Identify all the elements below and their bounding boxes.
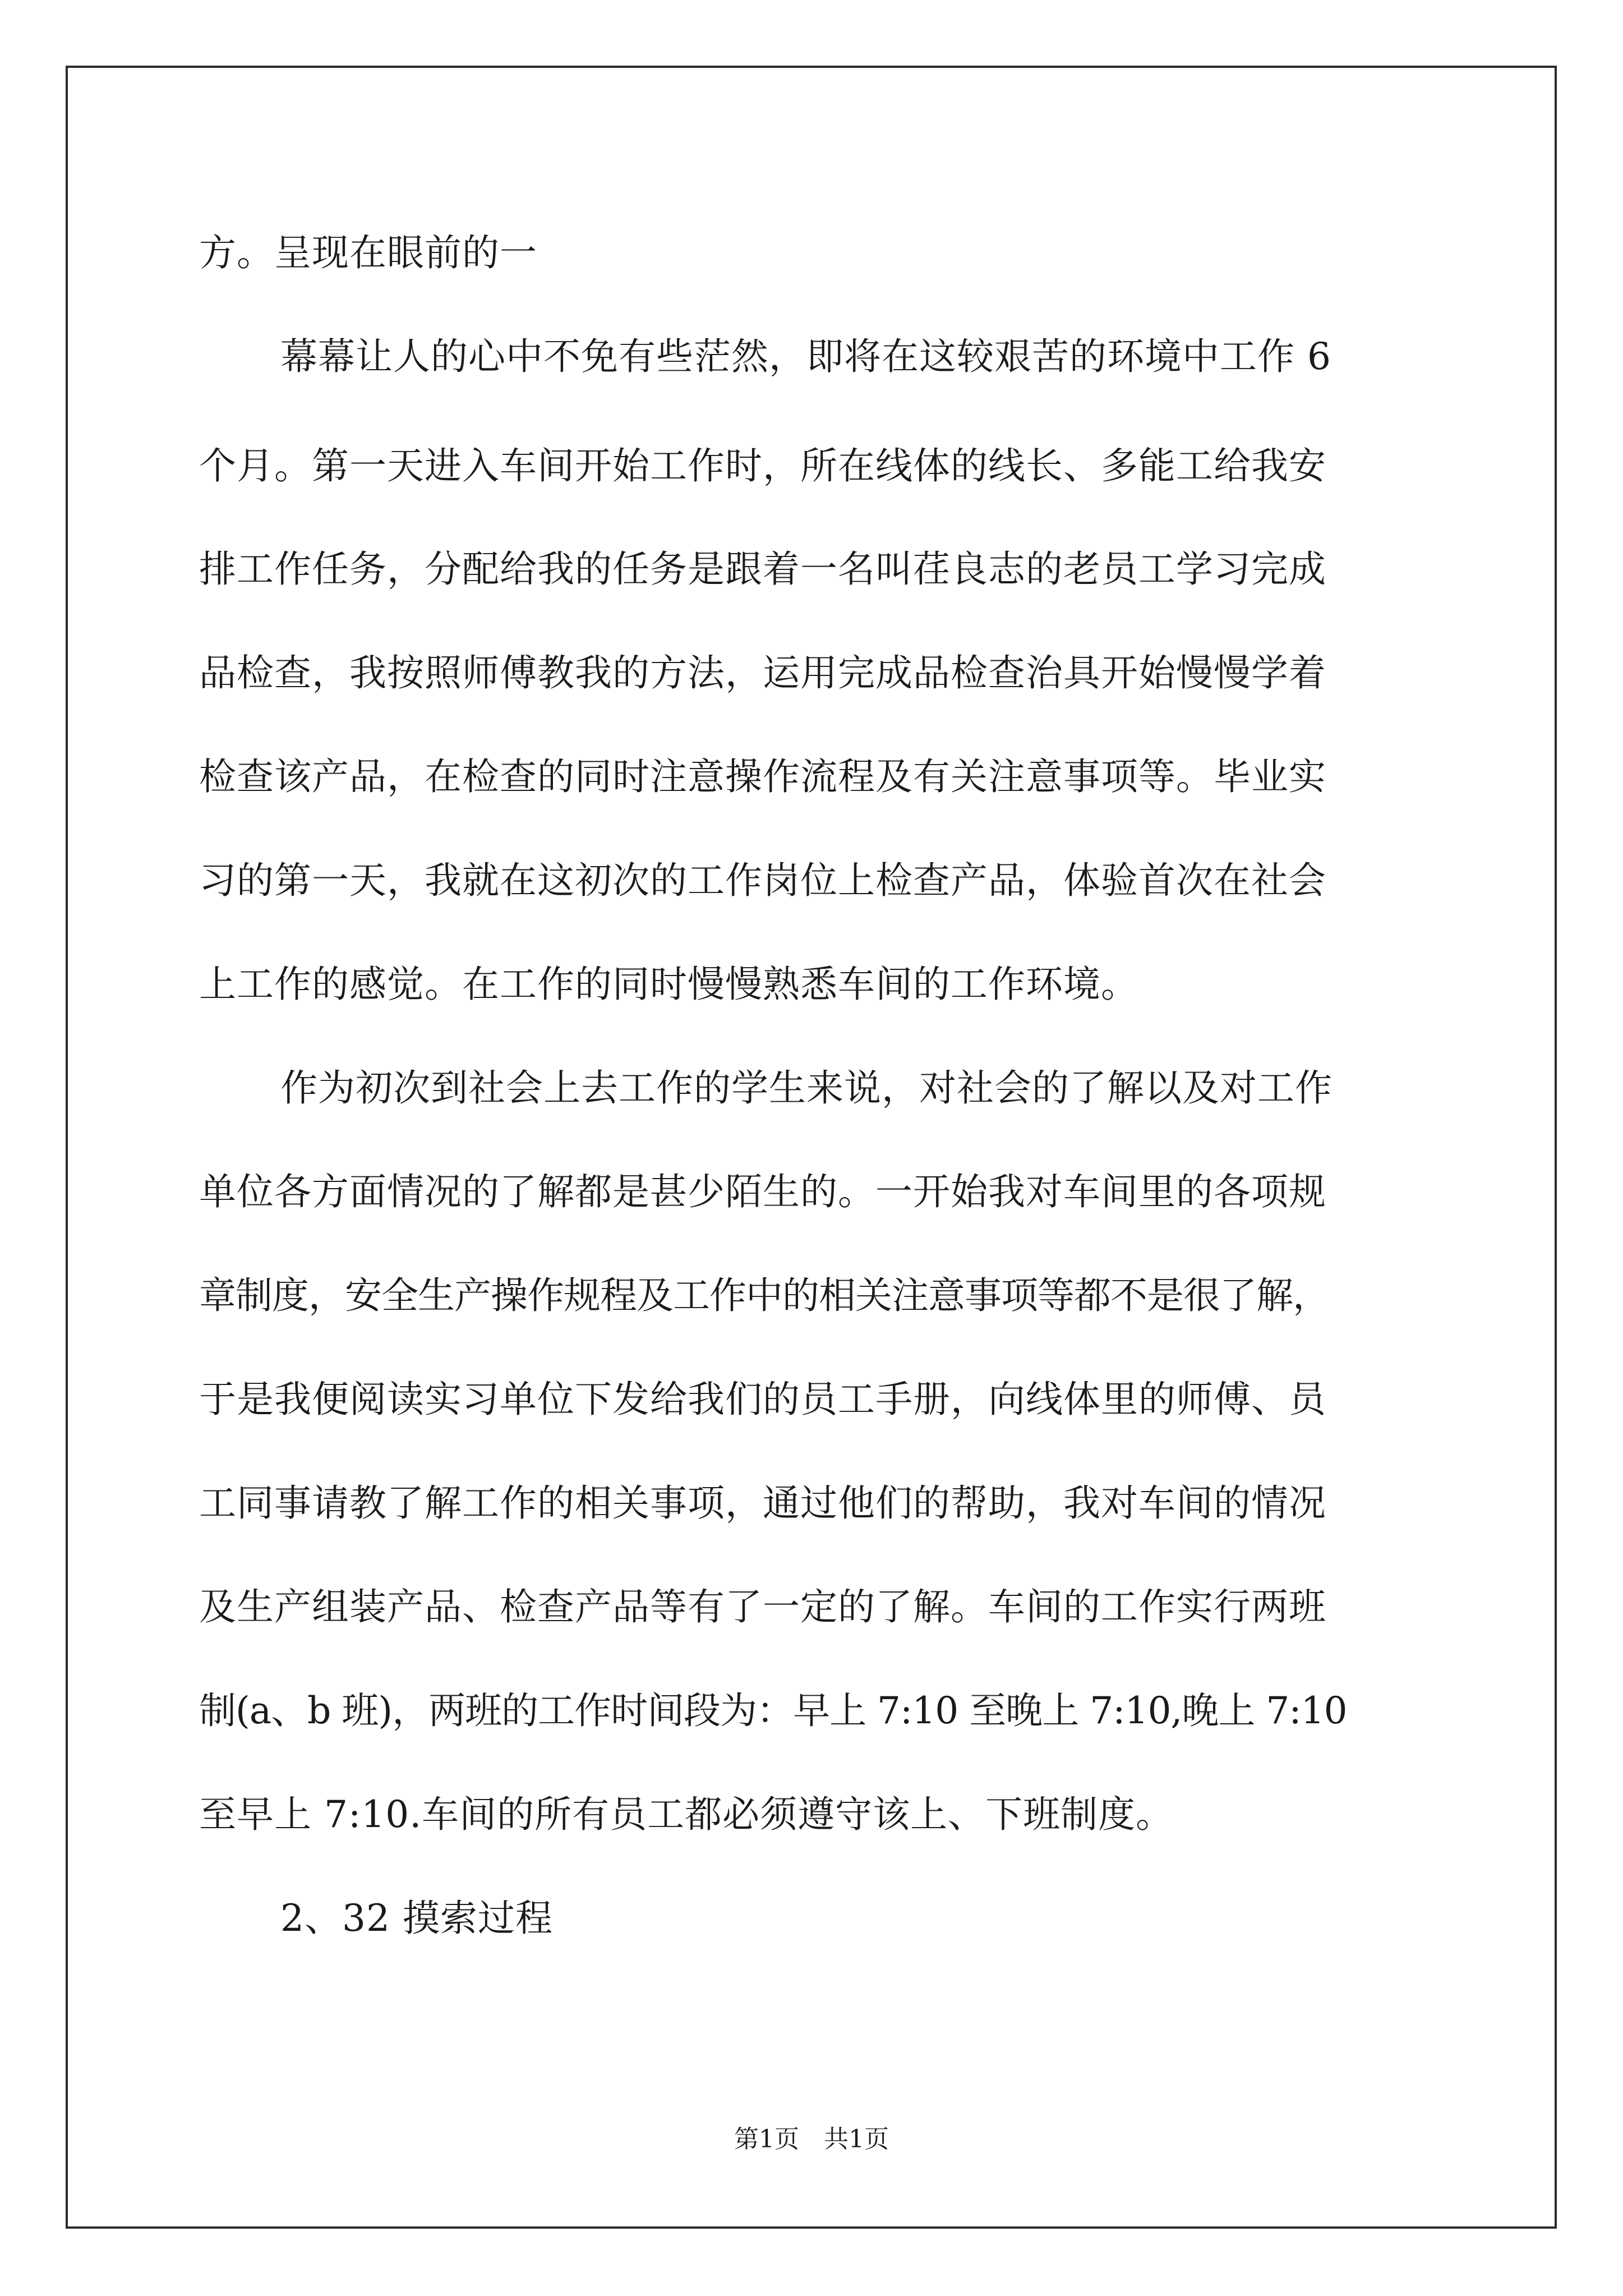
page-footer: 第1页 共1页 (734, 2125, 889, 2154)
text-line: 工同事请教了解工作的相关事项，通过他们的帮助，我对车间的情况 (199, 1481, 1326, 1525)
text-line: 排工作任务，分配给我的任务是跟着一名叫荏良志的老员工学习完成 (199, 547, 1326, 591)
text-line: 个月。第一天进入车间开始工作时，所在线体的线长、多能工给我安 (199, 444, 1326, 487)
paragraph-start-line: 幕幕让人的心中不免有些茫然，即将在这较艰苦的环境中工作 6 (280, 335, 1331, 378)
text-line: 检查该产品，在检查的同时注意操作流程及有关注意事项等。毕业实 (199, 755, 1326, 798)
text-line: 及生产组装产品、检查产品等有了一定的了解。车间的工作实行两班 (199, 1585, 1326, 1628)
text-line: 上工作的感觉。在工作的同时慢慢熟悉车间的工作环境。 (199, 963, 1138, 1006)
text-line: 至早上 7:10.车间的所有员工都必须遵守该上、下班制度。 (199, 1793, 1174, 1836)
text-line: 品检查，我按照师傅教我的方法，运用完成品检查治具开始慢慢学着 (199, 651, 1326, 694)
text-line: 章制度，安全生产操作规程及工作中的相关注意事项等都不是很了解， (199, 1274, 1329, 1317)
text-line: 单位各方面情况的了解都是甚少陌生的。一开始我对车间里的各项规 (199, 1170, 1326, 1213)
text-line: 习的第一天，我就在这初次的工作岗位上检查产品，体验首次在社会 (199, 859, 1326, 902)
paragraph-start-line: 作为初次到社会上去工作的学生来说，对社会的了解以及对工作 (280, 1066, 1332, 1110)
text-line: 于是我便阅读实习单位下发给我们的员工手册，向线体里的师傅、员 (199, 1378, 1326, 1421)
text-line: 方。呈现在眼前的一 (199, 231, 537, 274)
section-heading: 2、32 摸索过程 (280, 1897, 553, 1940)
text-line: 制(a、b 班)，两班的工作时间段为：早上 7:10 至晚上 7:10,晚上 7:10 (199, 1689, 1347, 1732)
